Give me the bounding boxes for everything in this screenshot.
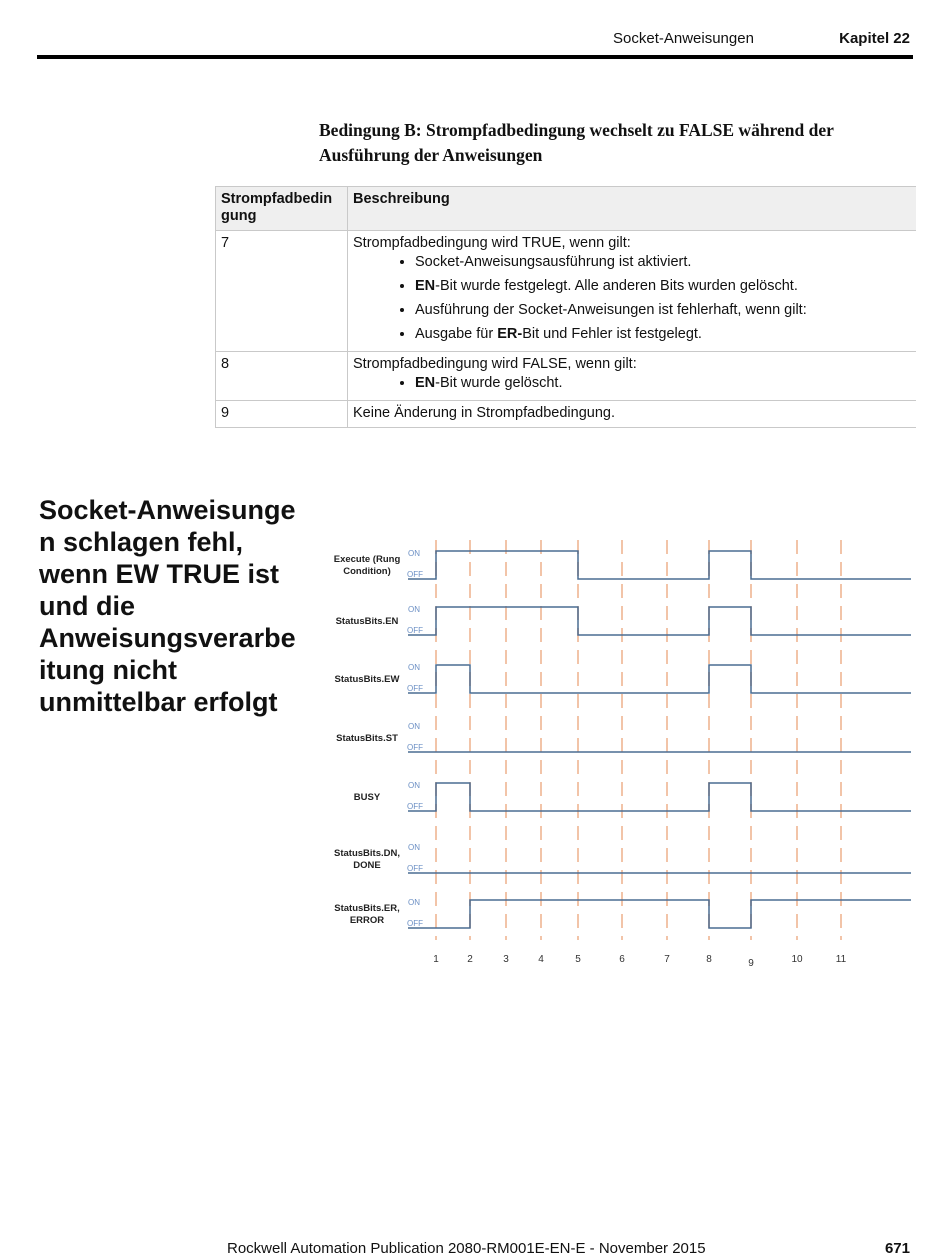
off-label: OFF [407, 919, 423, 928]
row-number: 7 [216, 231, 348, 352]
running-header-section: Socket-Anweisungen [613, 30, 754, 47]
off-label: OFF [407, 626, 423, 635]
signal-waveform [408, 607, 911, 635]
signal-waveform [408, 551, 911, 579]
off-label: OFF [407, 802, 423, 811]
signal-label: StatusBits.DN, [334, 848, 400, 859]
signal-label: BUSY [353, 792, 381, 803]
marker-label: 5 [575, 954, 581, 965]
on-label: ON [408, 549, 420, 558]
bullet-item [415, 375, 911, 392]
table-row [216, 401, 917, 428]
off-label: OFF [407, 864, 423, 873]
signal-label: StatusBits.EW [334, 674, 400, 685]
row-description [348, 352, 917, 401]
on-label: ON [408, 663, 420, 672]
table-row [216, 352, 917, 401]
marker-label: 4 [538, 954, 544, 965]
timing-diagram [325, 530, 915, 975]
bullet-list [353, 375, 911, 392]
marker-label: 3 [503, 954, 509, 965]
signal-label: StatusBits.ST [336, 733, 398, 744]
row-text: Strompfadbedingung wird FALSE, wenn gilt: [353, 356, 637, 372]
off-label: OFF [407, 684, 423, 693]
section-heading: Socket-Anweisunge n schlagen fehl, wenn EW TRUE ist und die Anweisungsverarbe itung nicht unmittelbar erfolgt [39, 495, 296, 717]
running-header-chapter: Kapitel 22 [839, 30, 910, 47]
bullet-text: Socket-Anweisungsausführung ist aktiviert. [415, 254, 692, 270]
signal-label: Condition) [343, 566, 391, 577]
bullet-bold: ER- [497, 326, 523, 342]
signal-waveform [408, 900, 911, 928]
marker-label: 2 [467, 954, 473, 965]
on-label: ON [408, 843, 420, 852]
bullet-bold: EN [415, 278, 436, 294]
signal-label: StatusBits.EN [335, 616, 399, 627]
signal-label: ERROR [349, 915, 385, 926]
bullet-item [415, 302, 911, 319]
marker-label: 6 [619, 954, 625, 965]
row-number: 9 [216, 401, 348, 428]
signal-waveform [408, 783, 911, 811]
bullet-text: Ausführung der Socket-Anweisungen ist fehlerhaft, wenn gilt: [415, 302, 807, 318]
row-description [348, 401, 917, 428]
bullet-item [415, 254, 911, 271]
off-label: OFF [407, 743, 423, 752]
condition-table [215, 186, 916, 428]
row-text: Strompfadbedingung wird TRUE, wenn gilt: [353, 235, 631, 251]
marker-label: 8 [706, 954, 712, 965]
footer-publication: Rockwell Automation Publication 2080-RM001E-EN-E - November 2015 [227, 1240, 706, 1257]
marker-label: 9 [748, 958, 754, 969]
row-number: 8 [216, 352, 348, 401]
bullet-text: -Bit wurde gelöscht. [435, 375, 563, 391]
footer-page-number: 671 [884, 1240, 910, 1257]
signal-label: DONE [353, 860, 381, 871]
signal-waveform [408, 665, 911, 693]
header-rule [37, 55, 913, 59]
signal-label: Execute (Rung [333, 554, 401, 565]
row-description [348, 231, 917, 352]
signal-label: StatusBits.ER, [334, 903, 400, 914]
marker-label: 10 [791, 954, 803, 965]
bullet-item [415, 326, 911, 343]
marker-label: 1 [433, 954, 439, 965]
on-label: ON [408, 781, 420, 790]
table-header-row [216, 187, 917, 231]
on-label: ON [408, 605, 420, 614]
table-row [216, 231, 917, 352]
off-label: OFF [407, 570, 423, 579]
marker-label: 7 [664, 954, 670, 965]
bullet-bold: EN [415, 375, 436, 391]
on-label: ON [408, 722, 420, 731]
bullet-item [415, 278, 911, 295]
bullet-text: Ausgabe für [415, 326, 498, 342]
marker-label: 11 [835, 954, 847, 965]
row-text: Keine Änderung in Strompfadbedingung. [353, 405, 615, 421]
bullet-text: Bit und Fehler ist festgelegt. [522, 326, 702, 342]
column-header-description: Beschreibung [348, 187, 917, 231]
column-header-rung-condition: Strompfadbedin gung [216, 187, 348, 231]
bullet-text: -Bit wurde festgelegt. Alle anderen Bits wurden gelöscht. [435, 278, 798, 294]
condition-title: Bedingung B: Strompfadbedingung wechselt zu FALSE während der Ausführung der Anweisungen [319, 120, 834, 165]
on-label: ON [408, 898, 420, 907]
bullet-list [353, 254, 911, 343]
